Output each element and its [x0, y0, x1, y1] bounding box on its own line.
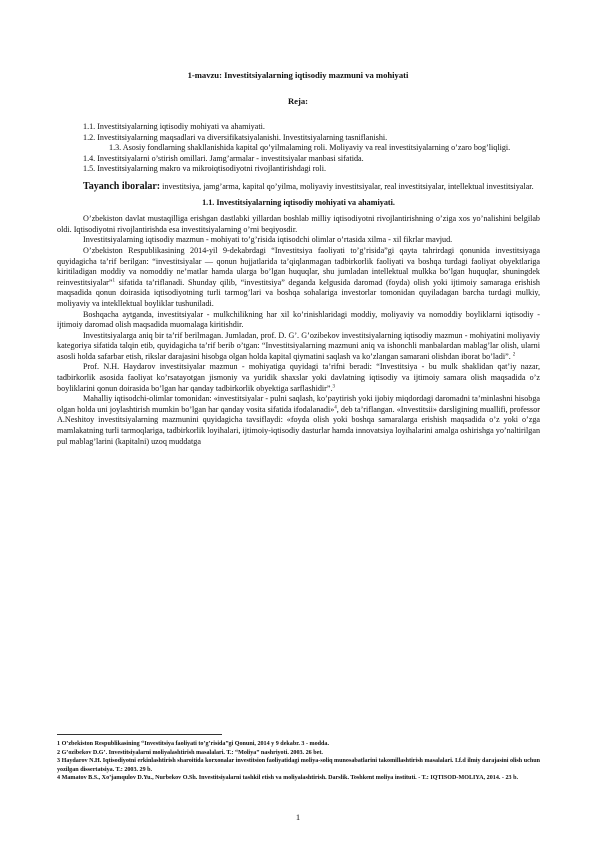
footnote-divider: [57, 734, 222, 735]
paragraph: O’zbekiston davlat mustaqilliga erishgan dastlabki yillardan boshlab milliy iqtisodiyotni rivojlantirishning o’ziga xos yo’nalishini belgilab oldi. Iqtisodiyotni rivojlantirishda esa investitsiyalarning o’rni beqiyosdir.: [57, 214, 540, 234]
document-title: 1-mavzu: Investitsiyalarning iqtisodiy mazmuni va mohiyati: [187, 70, 409, 80]
paragraph-text: Investitsiyalarga aniq bir ta’rif berilmagan. Jumladan, prof. D. G’. G’ozibekov investitsiyalarning iqtisodiy mazmun - mohiyatini moliyaviy kategoriya sifatida talqin etib, quyidagicha ta’rif berib o’tgan: “Investitsiyalarning mazmuni aniq va ishonchli manbalardan mablag’lar olish, ularni asosli holda safarbar etish, rikslar darajasini hisobga olgan holda kapital qiymatini saqlash va ko’zlangan samarani olishdan iborat bo’ladi”.: [57, 330, 540, 361]
footnotes: [57, 740, 540, 783]
document-body: [57, 122, 540, 447]
paragraph-text: Prof. N.H. Haydarov investitsiyalar mazmun - mohiyatiga quyidagi ta’rifni beradi: “Investitsiya - bu mulk shaklidan qat’iy nazar, tadbirkorlik asosida faoliyat ko’rsatayotgan jismoniy va yuridik shaxslar yoki davlatning iqtisodiy va ijtimoiy samara olish maqsadida o’z boyliklarini qonun doirasida bo’lgan har qanday tadbirkorlik obyektiga sarflashidir”.: [57, 362, 540, 393]
footnote-ref: 2: [512, 352, 516, 358]
paragraph-text: O’zbekiston Respublikasining 2014-yil 9-dekabrdagi “Investitsiya faoliyati to’g’risida”gi qayta tahrirdagi qonunida investitsiyaga quyidagicha ta’rif berilgan: “investitsiyalar — qonun hujjatlarida ta’qiqlanmagan tadbirkorlik faoliyati va boshqa turdagi faoliyat obyektlariga kiritiladigan moddiy va nomoddiy ne’matlar hamda ularga bo’lgan huquqlar, shu jumladan intellektual mulkka bo’lgan huquqlar, shuningdek reinvestitsiyalar”: [57, 245, 540, 287]
paragraph: [57, 394, 540, 447]
plan-item: 1.5. Investitsiyalarning makro va mikroiqtisodiyotni rivojlantirishdagi roli.: [83, 164, 327, 174]
plan-item: 1.2. Investitsiyalarning maqsadlari va diversifikatsiyalanishi. Investitsiyalarning tasniflanishi.: [83, 132, 388, 142]
keywords-label: Tayanch iboralar:: [83, 180, 161, 192]
footnote: 1 O’zbekiston Respublikasining “Investitsiya faoliyati to’g’risida”gi Qonuni, 2014 y 9 dekabr. 3 - modda.: [57, 741, 330, 747]
section-heading: 1.1. Investitsiyalarning iqtisodiy mohiyati va ahamiyati.: [202, 197, 395, 207]
plan-heading: Reja:: [287, 96, 309, 106]
footnote: 2 G’ozibekov D.G’. Investitsiyalarni moliyalashtirish masalalari. T.: “Moliya” nashriyoti. 2003. 26 bet.: [57, 749, 323, 756]
plan-item: 1.3. Asosiy fondlarning shakllanishida kapital qo’yilmalaming roli. Moliyaviy va real investitsiyalarning o’zaro bog’liqligi.: [109, 143, 511, 153]
footnote-ref: 3: [332, 383, 336, 389]
paragraph: Boshqacha aytganda, investitsiyalar - mulkchilikning har xil ko’rinishlaridagi moddiy, moliyaviy va nomoddiy boyliklarni iqtisodiy - ijtimoiy daromad olish maqsadida muomalaga kiritishdir.: [57, 309, 540, 330]
paragraph: [57, 362, 540, 394]
footnote-ref: 1: [112, 278, 115, 283]
paragraph-text: Mahalliy iqtisodchi-olimlar tomonidan: «investitsiyalar - pulni saqlash, ko’paytirish yoki ijobiy miqdordagi daromadni ta’minlashni hisobga olgan holda uni joylashtirish mumkin bo’lgan har qanday vosita sifatida ifodalanadi»: [57, 394, 540, 414]
footnote-ref: 4: [334, 405, 337, 411]
paragraph: Investitsiyalarning iqtisodiy mazmun - mohiyati to’g’risida iqtisodchi olimlar o’rtasida xilma - xil fikrlar mavjud.: [83, 235, 453, 245]
paragraph-text: sifatida ta’riflanadi. Shunday qilib, “investitsiya” deganda kelgusida daromad (foyda) olish yoki ijtimoiy samaraga erishish maqsadida qonun doirasida iqtisodiyotning turli tarmog’lari va boshqa sohalariga investorlar tomonidan quyiladagan barcha turdagi mulkiy, moliyaviy va intekllektual boyliklar tushuniladi.: [57, 277, 540, 308]
plan-list: [57, 122, 540, 175]
footnote: 4 Mamatov B.S., Xo’jamqulov D.Yu., Nurbekov O.Sh. Investitsiyalarni tashkil etish va moliyalashtirish. Darslik. Toshkent moliya instituti. - T.: IQTISOD-MOLIYA, 2014. - 23 b.: [57, 775, 518, 782]
plan-item: 1.1. Investitsiyalarning iqtisodiy mohiyati va ahamiyati.: [83, 122, 265, 131]
paragraph-text: , deb ta’riflangan. «Investitsii» darsligining muallifi, professor A.Neshitoy investitsiyalarning mazmunini quyidagicha tavsiflaydi: «foyda olish yoki boshqa samaralarga erishish maqsadida o’z yoki o’zga mamlakatning turli tarmoqlariga, tadbirkorlik loyihalari, ijtimoiy-iqtisodiy dasturlar hamda innovatsiya loyihalarini amalga oshirishga yo’naltirilgan pul mablag’larini (kapitalni) uzoq muddatga: [57, 404, 540, 446]
paragraph: [57, 246, 540, 310]
footnote: 3 Haydarov N.H. Iqtisodiyotni erkinlashtirish sharoitida korxonalar investitsion faoliyatidagi moliya-soliq munosabatlarini takomillashtirish masalalari. I.f.d ilmiy darajasini olish uchun yozilgan dissertatsiya. T.: 2003. 29 b.: [57, 758, 540, 773]
keywords-text: investitsiya, jamg’arma, kapital qo’yilma, moliyaviy investitsiyalar, real investitsiyalar, intellektual investitsiyalar.: [160, 181, 534, 191]
paragraph: [57, 331, 540, 363]
page-number: 1: [295, 812, 301, 822]
keywords-paragraph: [57, 182, 540, 193]
plan-item: 1.4. Investitsiyalarni o’stirish omillari. Jamg’armalar - investitsiyalar manbasi sifatida.: [83, 153, 364, 163]
